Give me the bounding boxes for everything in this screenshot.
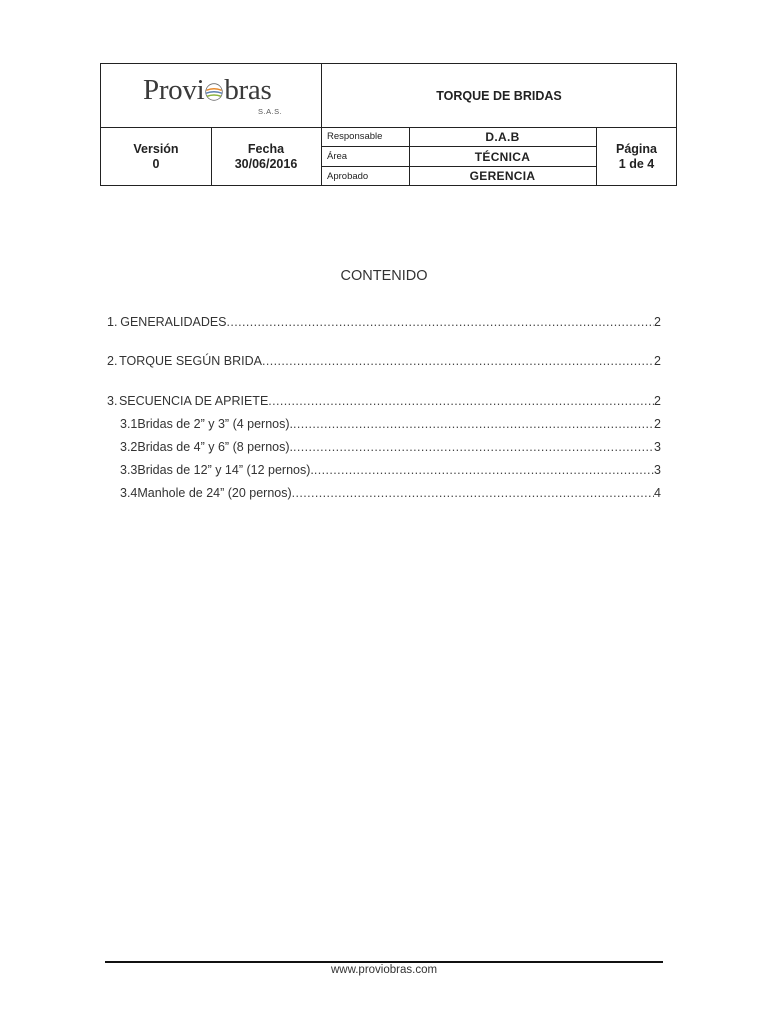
toc-number: 1.: [107, 315, 118, 329]
toc-title: TORQUE SEGÚN BRIDA: [119, 354, 262, 368]
date-cell: [211, 127, 322, 186]
company-logo: [101, 64, 322, 128]
toc-page-number: 3: [654, 463, 661, 477]
toc-subitem[interactable]: [120, 436, 661, 454]
toc-page-number: 4: [654, 486, 661, 500]
toc-leader-dots: [314, 463, 654, 477]
toc-leader-dots: [292, 486, 654, 500]
globe-icon: [205, 76, 223, 94]
page-label: Página: [616, 141, 657, 156]
document-header-table: [100, 63, 677, 186]
toc-number: 3.2: [120, 440, 138, 454]
date-value: 30/06/2016: [234, 156, 298, 171]
logo-cell: [101, 64, 322, 128]
aprobado-label: Aprobado: [321, 166, 410, 186]
contents-heading: CONTENIDO: [340, 268, 428, 284]
toc-title: Bridas de 4” y 6” (8 pernos).: [137, 440, 294, 454]
toc-leader-dots: [293, 440, 654, 454]
toc-subitem[interactable]: [120, 459, 661, 477]
toc-number: 3.: [107, 394, 118, 408]
toc-subitem[interactable]: [120, 413, 661, 431]
toc-number: 3.3: [120, 463, 138, 477]
version-label: Versión: [133, 141, 179, 156]
date-label: Fecha: [247, 141, 285, 156]
logo-wordmark: Provi bras: [143, 74, 272, 106]
toc-leader-dots: [227, 315, 655, 329]
toc-page-number: 2: [654, 315, 661, 329]
toc-title: Manhole de 24” (20 pernos): [137, 486, 292, 500]
toc-item[interactable]: [107, 390, 661, 408]
document-title: TORQUE DE BRIDAS: [321, 64, 677, 128]
toc-item[interactable]: [107, 350, 661, 368]
toc-page-number: 2: [654, 394, 661, 408]
version-value: 0: [152, 156, 160, 171]
responsable-value: D.A.B: [409, 127, 597, 147]
version-cell: [101, 127, 212, 186]
toc-item[interactable]: [107, 311, 661, 329]
page-value: 1 de 4: [618, 156, 655, 171]
area-value: TÉCNICA: [409, 147, 597, 167]
toc-leader-dots: [262, 354, 654, 368]
toc-page-number: 2: [654, 417, 661, 431]
toc-page-number: 3: [654, 440, 661, 454]
toc-leader-dots: [268, 394, 654, 408]
footer-website[interactable]: www.proviobras.com: [330, 964, 438, 976]
toc-title: Bridas de 12” y 14” (12 pernos).: [137, 463, 314, 477]
toc-number: 3.4: [120, 486, 138, 500]
toc-page-number: 2: [654, 354, 661, 368]
toc-number: 3.1: [120, 417, 138, 431]
logo-subtitle: S.A.S.: [258, 107, 283, 116]
area-label: Área: [321, 147, 410, 167]
toc-title: SECUENCIA DE APRIETE: [118, 394, 269, 408]
page-cell: [596, 127, 677, 186]
toc-subitem[interactable]: [120, 482, 661, 500]
responsable-label: Responsable: [321, 127, 410, 147]
footer-divider: [105, 961, 663, 963]
toc-leader-dots: [293, 417, 654, 431]
toc-number: 2.: [107, 354, 118, 368]
aprobado-value: GERENCIA: [409, 166, 597, 186]
toc-title: Bridas de 2” y 3” (4 pernos).: [137, 417, 294, 431]
toc-title: GENERALIDADES: [120, 315, 227, 329]
